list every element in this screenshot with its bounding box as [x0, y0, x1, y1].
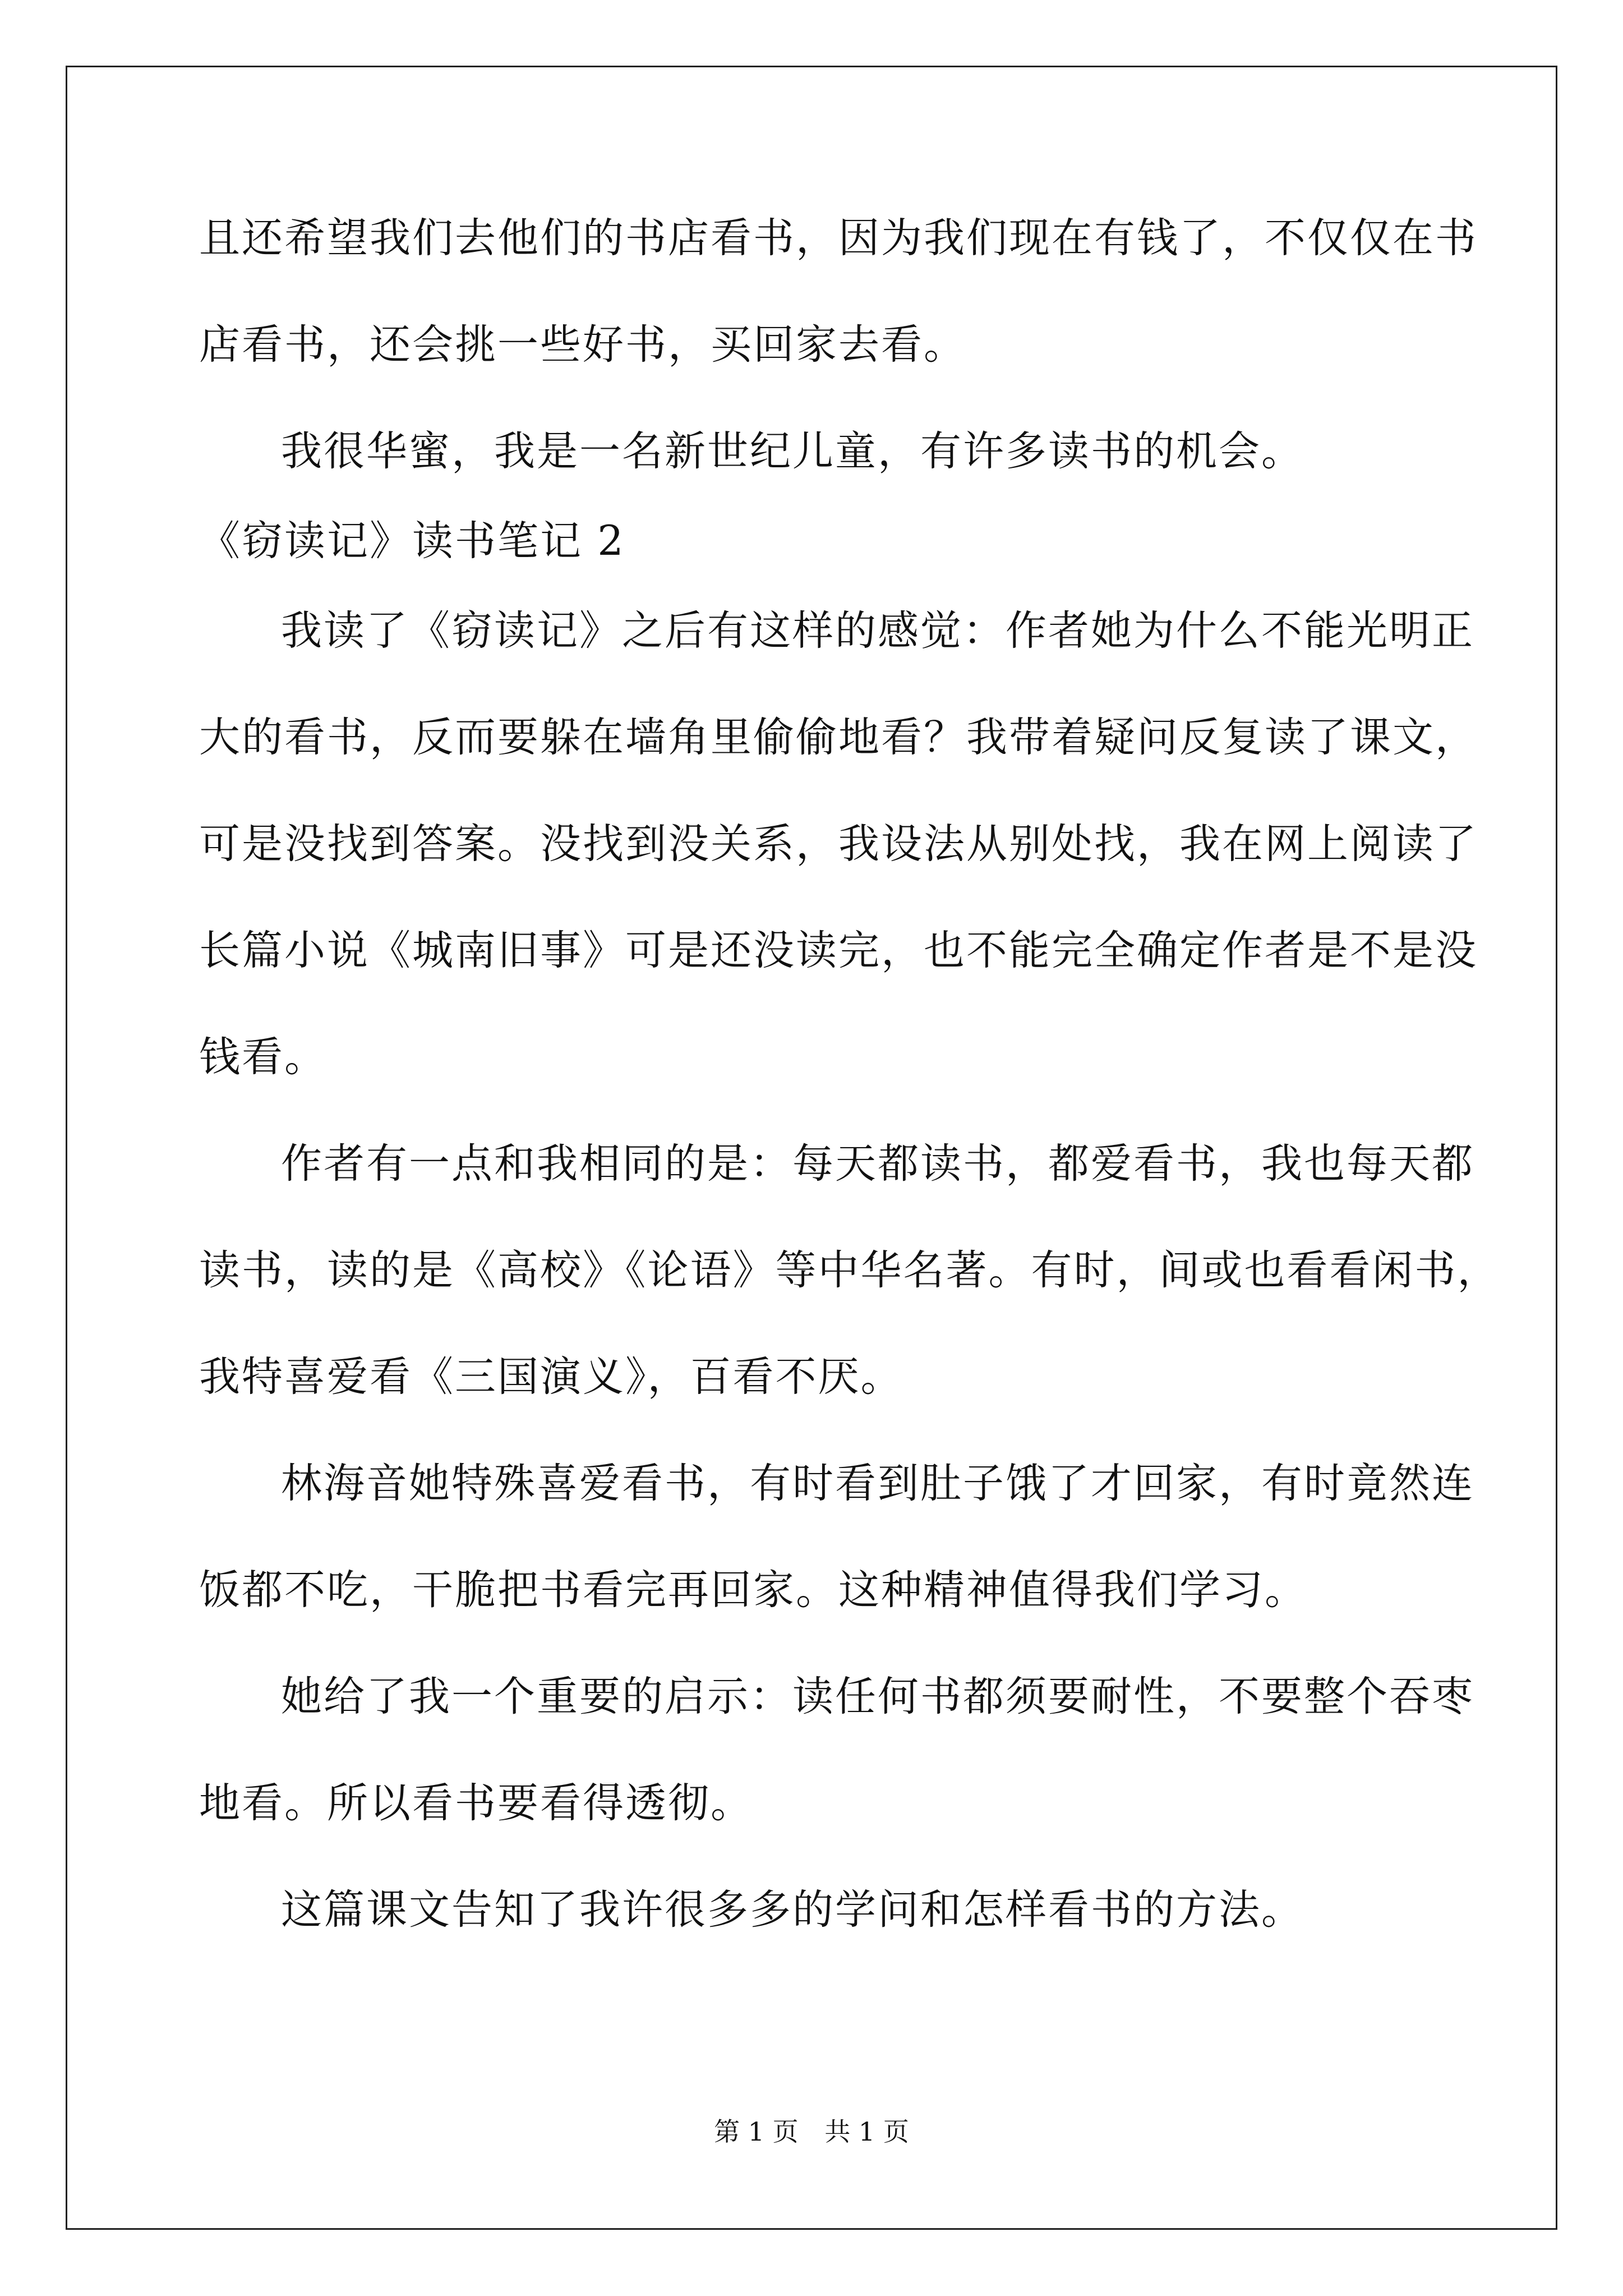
- body-line: 林海音她特殊喜爱看书，有时看到肚子饿了才回家，有时竟然连: [281, 1460, 1474, 1507]
- body-line: 她给了我一个重要的启示：读任何书都须要耐性，不要整个吞枣: [281, 1673, 1474, 1720]
- body-line: 我很华蜜，我是一名新世纪儿童，有许多读书的机会。: [281, 427, 1304, 475]
- body-line: 地看。所以看书要看得透彻。: [199, 1779, 753, 1827]
- body-line: 作者有一点和我相同的是：每天都读书，都爱看书，我也每天都: [281, 1140, 1474, 1188]
- body-line: 大的看书，反而要躲在墙角里偷偷地看？我带着疑问反复读了课文，: [199, 714, 1478, 761]
- body-line: 饭都不吃，干脆把书看完再回家。这种精神值得我们学习。: [199, 1566, 1307, 1614]
- body-line: 可是没找到答案。没找到没关系，我设法从别处找，我在网上阅读了: [199, 820, 1478, 868]
- page-footer: [0, 2115, 1623, 2148]
- body-line: 店看书，还会挑一些好书，买回家去看。: [199, 321, 966, 369]
- body-line: 我读了《窃读记》之后有这样的感觉：作者她为什么不能光明正: [281, 607, 1474, 655]
- body-line: 读书，读的是《高校》《论语》等中华名著。有时，间或也看看闲书，: [199, 1246, 1500, 1294]
- page-total: 共 1 页: [824, 2116, 909, 2147]
- body-line: 钱看。: [199, 1033, 327, 1081]
- body-line: 且还希望我们去他们的书店看书，因为我们现在有钱了，不仅仅在书: [199, 214, 1478, 262]
- section-heading: 《窃读记》读书笔记 2: [199, 517, 625, 565]
- body-line: 长篇小说《城南旧事》可是还没读完，也不能完全确定作者是不是没: [199, 927, 1478, 974]
- page-number: 第 1 页: [714, 2116, 799, 2147]
- body-line: 我特喜爱看《三国演义》，百看不厌。: [199, 1353, 903, 1401]
- body-line: 这篇课文告知了我许很多多的学问和怎样看书的方法。: [281, 1886, 1304, 1934]
